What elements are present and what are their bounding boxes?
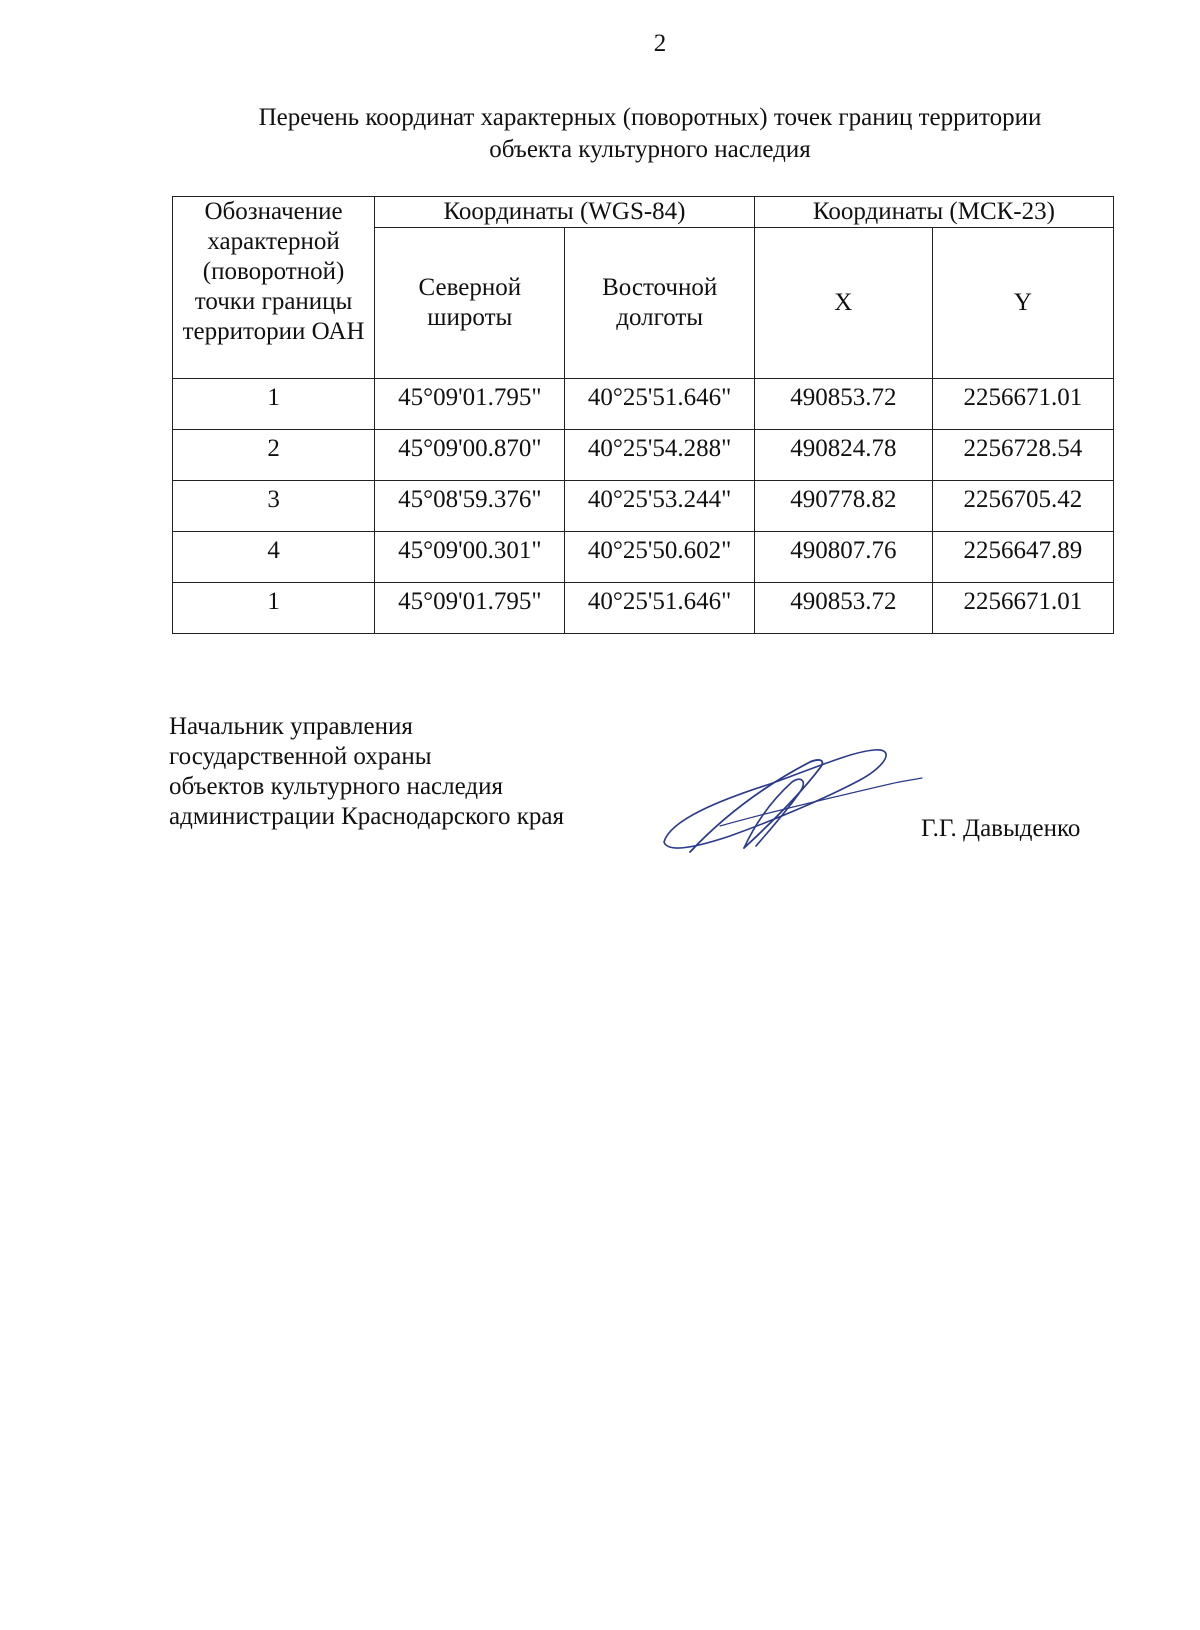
cell-longitude: 40°25'51.646" xyxy=(565,379,754,430)
signature-strokes xyxy=(664,750,922,852)
cell-latitude: 45°09'00.301" xyxy=(375,532,565,583)
header-longitude: Восточной долготы xyxy=(565,228,754,379)
cell-latitude: 45°09'01.795" xyxy=(375,379,565,430)
cell-y: 2256671.01 xyxy=(932,583,1113,634)
cell-latitude: 45°09'00.870" xyxy=(375,430,565,481)
document-title xyxy=(170,102,1130,166)
header-wgs84: Координаты (WGS-84) xyxy=(375,197,755,228)
cell-x: 490853.72 xyxy=(754,583,932,634)
signer-name: Г.Г. Давыденко xyxy=(921,815,1081,842)
table-row xyxy=(173,532,1114,583)
table-row xyxy=(173,379,1114,430)
position-line-1: Начальник управления xyxy=(169,713,413,740)
position-line-2: государственной охраны xyxy=(169,743,432,770)
cell-x: 490778.82 xyxy=(754,481,932,532)
cell-latitude: 45°09'01.795" xyxy=(375,583,565,634)
cell-point: 1 xyxy=(173,583,375,634)
cell-y: 2256647.89 xyxy=(932,532,1113,583)
position-line-3: объектов культурного наследия xyxy=(169,773,503,800)
header-msk23: Координаты (МСК-23) xyxy=(754,197,1113,228)
cell-latitude: 45°08'59.376" xyxy=(375,481,565,532)
table-row xyxy=(173,430,1114,481)
title-line-1: Перечень координат характерных (поворотных) точек границ территории xyxy=(258,104,1042,131)
header-x: X xyxy=(754,228,932,379)
table-row xyxy=(173,583,1114,634)
coordinates-table xyxy=(172,196,1114,634)
cell-longitude: 40°25'51.646" xyxy=(565,583,754,634)
cell-y: 2256705.42 xyxy=(932,481,1113,532)
cell-point: 1 xyxy=(173,379,375,430)
cell-point: 2 xyxy=(173,430,375,481)
cell-y: 2256671.01 xyxy=(932,379,1113,430)
cell-x: 490853.72 xyxy=(754,379,932,430)
cell-point: 4 xyxy=(173,532,375,583)
signatory-position xyxy=(169,712,564,832)
cell-x: 490824.78 xyxy=(754,430,932,481)
cell-longitude: 40°25'53.244" xyxy=(565,481,754,532)
header-point-designation: Обозначение характерной (поворотной) точки границы территории ОАН xyxy=(173,197,375,379)
page-number: 2 xyxy=(653,30,667,57)
cell-y: 2256728.54 xyxy=(932,430,1113,481)
cell-x: 490807.76 xyxy=(754,532,932,583)
cell-point: 3 xyxy=(173,481,375,532)
table-row xyxy=(173,481,1114,532)
title-line-2: объекта культурного наследия xyxy=(489,136,811,163)
header-y: Y xyxy=(932,228,1113,379)
handwritten-signature xyxy=(660,740,930,860)
header-latitude: Северной широты xyxy=(375,228,565,379)
position-line-4: администрации Краснодарского края xyxy=(169,803,565,830)
cell-longitude: 40°25'54.288" xyxy=(565,430,754,481)
cell-longitude: 40°25'50.602" xyxy=(565,532,754,583)
